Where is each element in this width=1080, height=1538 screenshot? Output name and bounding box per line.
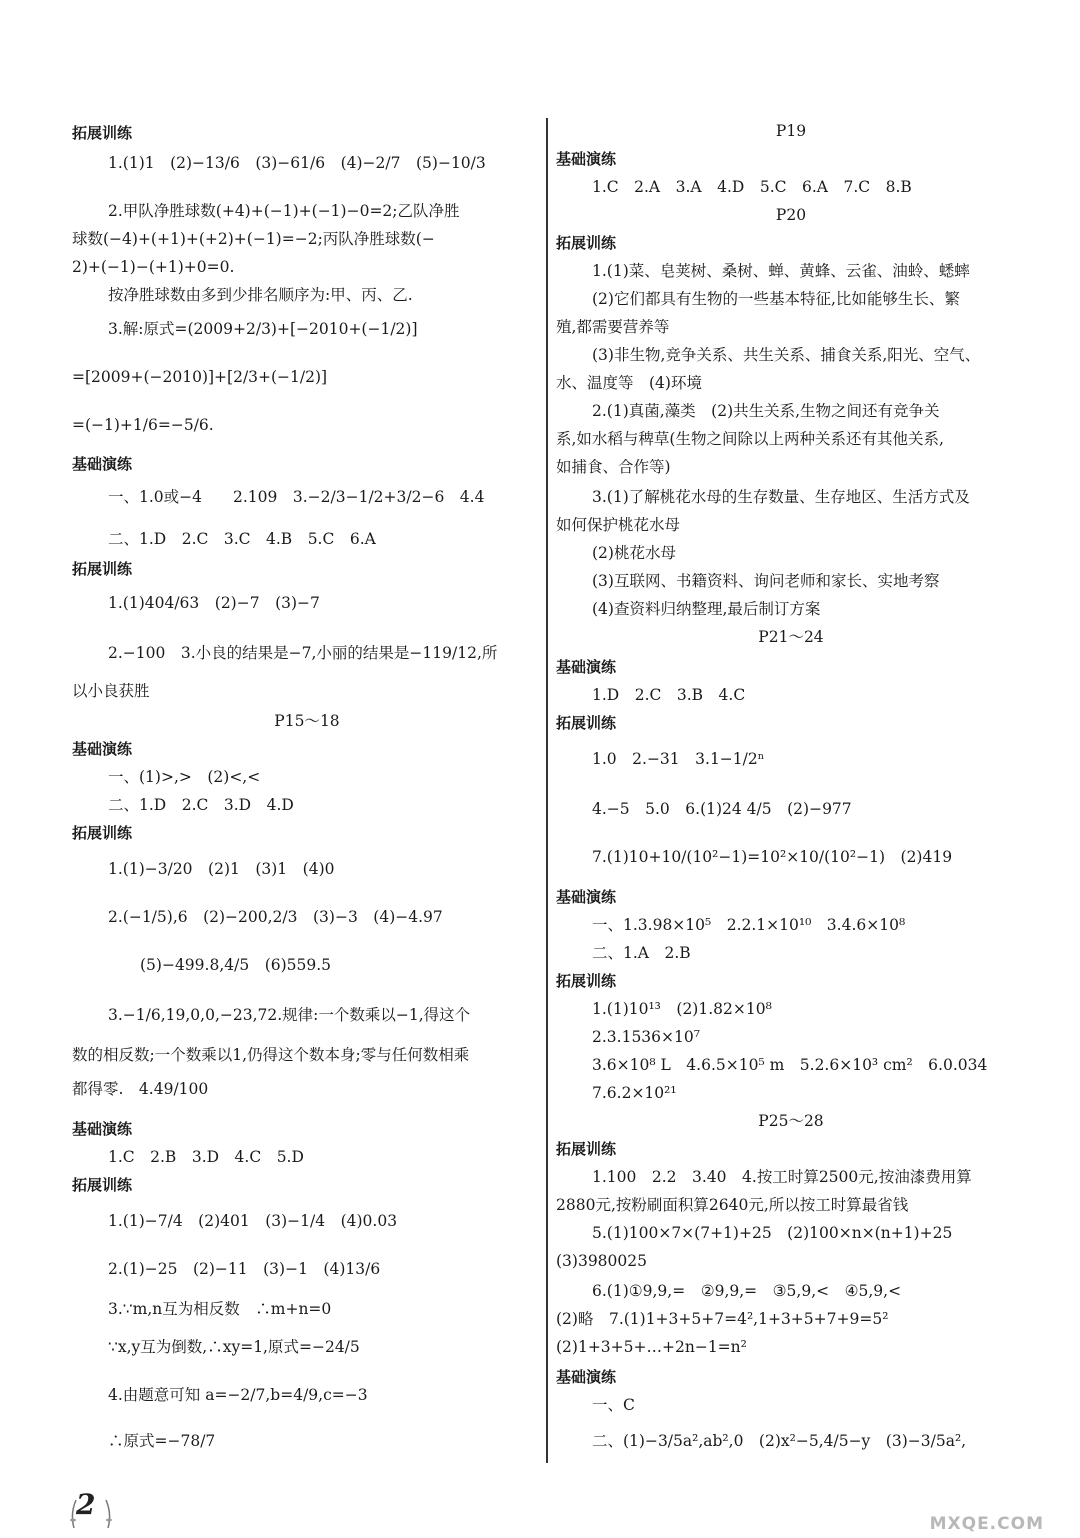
answer-line: 1.0 2.−31 3.1−1/2ⁿ <box>592 750 765 768</box>
answer-line: (4)查资料归纳整理,最后制订方案 <box>592 600 821 618</box>
answer-line: 1.D 2.C 3.B 4.C <box>592 686 746 704</box>
page-number-badge <box>66 1484 116 1532</box>
page-range-heading: P19 <box>775 122 807 140</box>
answer-line: 一、C <box>592 1396 635 1414</box>
section-heading: 拓展训练 <box>72 560 133 578</box>
answer-line: 2.甲队净胜球数(+4)+(−1)+(−1)−0=2;乙队净胜 <box>108 202 460 220</box>
section-heading: 基础演练 <box>72 740 133 758</box>
answer-line: 2)+(−1)−(+1)+0=0. <box>72 258 235 276</box>
section-heading: 基础演练 <box>556 1368 617 1386</box>
column-divider <box>546 118 548 1463</box>
answer-line: (3)互联网、书籍资料、询问老师和家长、实地考察 <box>592 572 940 590</box>
answer-line: 一、(1)>,> (2)<,< <box>108 768 261 786</box>
answer-line: 1.(1)1 (2)−13/6 (3)−61/6 (4)−2/7 (5)−10/3 <box>108 154 486 172</box>
answer-line: 二、1.A 2.B <box>592 944 691 962</box>
answer-line: 球数(−4)+(+1)+(+2)+(−1)=−2;丙队净胜球数(− <box>72 230 435 248</box>
page-range-heading: P20 <box>775 206 807 224</box>
answer-line: 7.(1)10+10/(10²−1)=10²×10/(10²−1) (2)419 <box>592 848 953 866</box>
answer-line: (2)它们都具有生物的一些基本特征,比如能够生长、繁 <box>592 290 960 308</box>
section-heading: 拓展训练 <box>556 972 617 990</box>
answer-line: 按净胜球数由多到少排名顺序为:甲、丙、乙. <box>108 286 413 304</box>
page-range-heading: P25～28 <box>758 1112 824 1130</box>
answer-line: 2.−100 3.小良的结果是−7,小丽的结果是−119/12,所 <box>108 644 498 662</box>
section-heading: 拓展训练 <box>72 124 133 142</box>
section-heading: 拓展训练 <box>556 714 617 732</box>
answer-line: 1.C 2.A 3.A 4.D 5.C 6.A 7.C 8.B <box>592 178 912 196</box>
answer-line: 如何保护桃花水母 <box>556 516 681 534</box>
answer-line: (3)3980025 <box>556 1252 647 1270</box>
answer-line: 3.(1)了解桃花水母的生存数量、生存地区、生活方式及 <box>592 488 970 506</box>
section-heading: 基础演练 <box>556 888 617 906</box>
answer-line: 5.(1)100×7×(7+1)+25 (2)100×n×(n+1)+25 <box>592 1224 953 1242</box>
page-range-heading: P15～18 <box>274 712 340 730</box>
answer-line: (2)1+3+5+…+2n−1=n² <box>556 1338 747 1356</box>
section-heading: 基础演练 <box>556 658 617 676</box>
answer-line: 一、1.0或−4 2.109 3.−2/3−1/2+3/2−6 4.4 <box>108 488 485 506</box>
watermark-text: MXQE.COM <box>929 1514 1044 1534</box>
answer-line: 2.(−1/5),6 (2)−200,2/3 (3)−3 (4)−4.97 <box>108 908 443 926</box>
answer-line: 1.(1)−3/20 (2)1 (3)1 (4)0 <box>108 860 335 878</box>
answer-line: 殖,都需要营养等 <box>556 318 670 336</box>
answer-line: 2880元,按粉刷面积算2640元,所以按工时算最省钱 <box>556 1196 909 1214</box>
answer-line: 一、1.3.98×10⁵ 2.2.1×10¹⁰ 3.4.6×10⁸ <box>592 916 906 934</box>
answer-line: =(−1)+1/6=−5/6. <box>72 416 214 434</box>
page-number: 2 <box>76 1488 96 1521</box>
section-heading: 基础演练 <box>556 150 617 168</box>
answer-line: ∵x,y互为倒数,∴xy=1,原式=−24/5 <box>108 1338 360 1356</box>
answer-line: (5)−499.8,4/5 (6)559.5 <box>140 956 332 974</box>
section-heading: 基础演练 <box>72 1120 133 1138</box>
answer-line: 系,如水稻与稗草(生物之间除以上两种关系还有其他关系, <box>556 430 944 448</box>
answer-line: 1.(1)菜、皂荚树、桑树、蝉、黄蜂、云雀、油蛉、蟋蟀 <box>592 262 970 280</box>
answer-line: 1.(1)10¹³ (2)1.82×10⁸ <box>592 1000 772 1018</box>
answer-line: 4.由题意可知 a=−2/7,b=4/9,c=−3 <box>108 1386 368 1404</box>
answer-line: 1.C 2.B 3.D 4.C 5.D <box>108 1148 304 1166</box>
answer-line: 数的相反数;一个数乘以1,仍得这个数本身;零与任何数相乘 <box>72 1046 470 1064</box>
answer-line: 1.(1)404/63 (2)−7 (3)−7 <box>108 594 320 612</box>
section-heading: 拓展训练 <box>556 1140 617 1158</box>
answer-line: 二、(1)−3/5a²,ab²,0 (2)x²−5,4/5−y (3)−3/5a², <box>592 1432 967 1450</box>
answer-line: 2.(1)−25 (2)−11 (3)−1 (4)13/6 <box>108 1260 381 1278</box>
answer-line: 1.(1)−7/4 (2)401 (3)−1/4 (4)0.03 <box>108 1212 398 1230</box>
answer-line: 7.6.2×10²¹ <box>592 1084 677 1102</box>
answer-line: (2)略 7.(1)1+3+5+7=4²,1+3+5+7+9=5² <box>556 1310 889 1328</box>
answer-line: 2.3.1536×10⁷ <box>592 1028 700 1046</box>
answer-line: 都得零. 4.49/100 <box>72 1080 209 1098</box>
answer-line: 3.6×10⁸ L 4.6.5×10⁵ m 5.2.6×10³ cm² 6.0.034 <box>592 1056 988 1074</box>
answer-line: 如捕食、合作等) <box>556 458 671 476</box>
answer-line: =[2009+(−2010)]+[2/3+(−1/2)] <box>72 368 328 386</box>
answer-line: 3.∵m,n互为相反数 ∴m+n=0 <box>108 1300 332 1318</box>
answer-line: 1.100 2.2 3.40 4.按工时算2500元,按油漆费用算 <box>592 1168 972 1186</box>
answer-line: (3)非生物,竞争关系、共生关系、捕食关系,阳光、空气、 <box>592 346 981 364</box>
answer-line: 3.解:原式=(2009+2/3)+[−2010+(−1/2)] <box>108 320 418 338</box>
answer-line: 2.(1)真菌,藻类 (2)共生关系,生物之间还有竞争关 <box>592 402 940 420</box>
answer-line: 以小良获胜 <box>72 682 150 700</box>
answer-line: 二、1.D 2.C 3.D 4.D <box>108 796 294 814</box>
answer-line: 4.−5 5.0 6.(1)24 4/5 (2)−977 <box>592 800 852 818</box>
section-heading: 拓展训练 <box>556 234 617 252</box>
section-heading: 拓展训练 <box>72 824 133 842</box>
section-heading: 基础演练 <box>72 455 133 473</box>
page-range-heading: P21～24 <box>758 628 824 646</box>
watermark <box>904 1490 1044 1534</box>
answer-line: ∴原式=−78/7 <box>108 1432 216 1450</box>
answer-line: 水、温度等 (4)环境 <box>556 374 702 392</box>
answer-line: 二、1.D 2.C 3.C 4.B 5.C 6.A <box>108 530 376 548</box>
answer-line: (2)桃花水母 <box>592 544 676 562</box>
answer-line: 3.−1/6,19,0,0,−23,72.规律:一个数乘以−1,得这个 <box>108 1006 471 1024</box>
answer-line: 6.(1)①9,9,= ②9,9,= ③5,9,< ④5,9,< <box>592 1282 902 1300</box>
section-heading: 拓展训练 <box>72 1176 133 1194</box>
